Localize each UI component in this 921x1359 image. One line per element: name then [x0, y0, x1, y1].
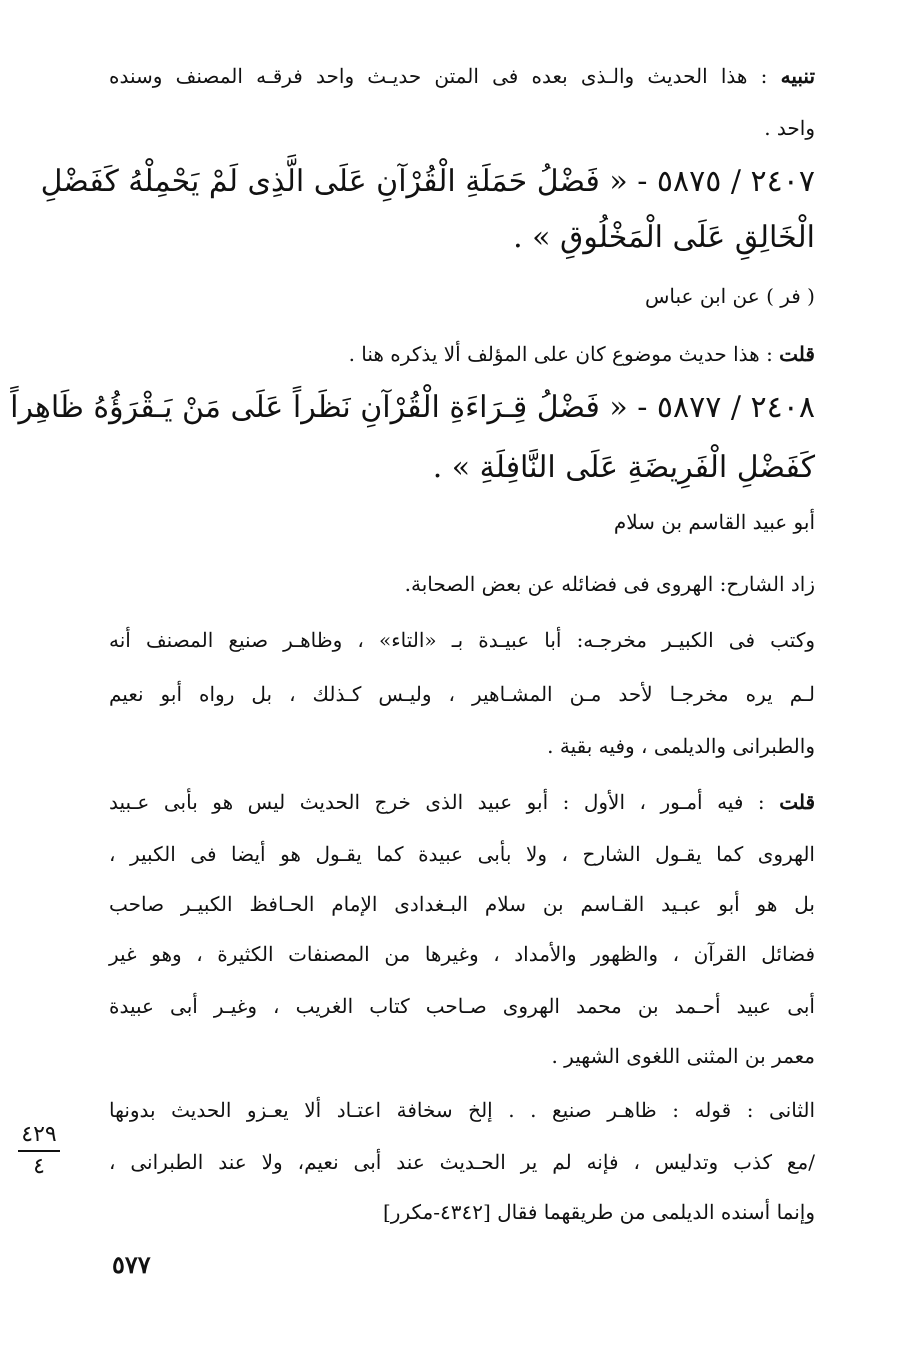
hadith-text: ٢٤٠٨ / ٥٨٧٧ - « فَضْلُ قِـرَاءَةِ الْقُرْآنِ نَظَراً عَلَى مَنْ يَـقْرَؤُهُ ظَاهِراً — [10, 390, 815, 425]
body-text: بل هو أبو عبـيد القـاسم بن سلام البـغدادى الإمام الحـافظ الكبيـر صاحب — [109, 892, 815, 916]
body-line — [109, 1198, 815, 1228]
body-line — [109, 840, 815, 870]
body-text: أبى عبيد أحـمد بن محمد الهروى صـاحب كتاب الغريب ، وغيـر أبى عبيدة — [109, 994, 815, 1018]
body-text: فضائل القرآن ، والظهور والأمداد ، وغيرها من المصنفات الكثيرة ، وهو غير — [109, 942, 815, 966]
citation-text: ( فر ) عن ابن عباس — [645, 284, 815, 308]
body-line — [109, 680, 815, 710]
body-text: زاد الشارح: الهروى فى فضائله عن بعض الصحابة. — [404, 572, 815, 596]
hadith-text: ٢٤٠٧ / ٥٨٧٥ - « فَضْلُ حَمَلَةِ الْقُرْآنِ عَلَى الَّذِى لَمْ يَحْمِلْهُ كَفَضْلِ — [40, 164, 815, 199]
page-number: ٥٧٧ — [112, 1250, 151, 1279]
comment-text: : هذا حديث موضوع كان على المؤلف ألا يذكره هنا . — [348, 342, 773, 366]
body-line — [109, 570, 815, 600]
note-line-2 — [109, 114, 815, 144]
body-text: وإنما أسنده الديلمى من طريقهما فقال [٤٣٤٢-مكرر] — [382, 1200, 815, 1224]
body-line — [109, 992, 815, 1022]
hadith-text: الْخَالِقِ عَلَى الْمَخْلُوقِ » . — [513, 220, 815, 255]
body-text: /مع كذب وتدليس ، فإنه لم ير الحـديث عند أبى نعيم، ولا عند الطبرانى ، — [109, 1150, 815, 1174]
body-line — [109, 626, 815, 656]
note-text: : هذا الحديث والـذى بعده فى المتن حديـث واحد فرقـه المصنف وسنده — [109, 64, 768, 88]
comment-text: : فيه أمـور ، الأول : أبو عبيد الذى خرج الحديث ليس هو بأبى عـبيد — [109, 790, 765, 814]
body-line — [109, 732, 815, 762]
body-text: وكتب فى الكبيـر مخرجـه: أبا عبيـدة بـ «التاء» ، وظاهـر صنيع المصنف أنه — [109, 628, 815, 652]
hadith-2408-line-2 — [109, 448, 815, 492]
hadith-2408-line-1 — [10, 388, 815, 432]
margin-reference-bottom: ٤ — [33, 1154, 45, 1179]
margin-reference-top: ٤٢٩ — [21, 1122, 57, 1147]
source-citation — [109, 508, 815, 538]
hadith-2407-line-2 — [109, 218, 815, 262]
margin-reference — [18, 1122, 60, 1180]
comment-label: قلت — [779, 342, 815, 366]
body-line — [109, 1096, 815, 1126]
body-line — [109, 940, 815, 970]
note-line-1 — [109, 62, 815, 92]
body-text: لـم يره مخرجـا لأحد مـن المشـاهير ، وليـس كـذلك ، بل رواه أبو نعيم — [109, 682, 815, 706]
body-text: الهروى كما يقـول الشارح ، ولا بأبى عبيدة كما يقـول هو أيضا فى الكبير ، — [109, 842, 815, 866]
note-text: واحد . — [764, 116, 815, 140]
hadith-2407-line-1 — [40, 162, 815, 206]
body-text: معمر بن المثنى اللغوى الشهير . — [551, 1044, 815, 1068]
body-text: والطبرانى والديلمى ، وفيه بقية . — [547, 734, 815, 758]
body-line — [109, 1148, 815, 1178]
comment-label: قلت — [779, 790, 816, 814]
comment-line — [109, 340, 815, 370]
note-label: تنبيه — [780, 64, 816, 88]
source-citation — [109, 282, 815, 312]
margin-divider — [18, 1150, 60, 1152]
body-line — [109, 890, 815, 920]
body-line — [109, 1042, 815, 1072]
hadith-text: كَفَضْلِ الْفَرِيضَةِ عَلَى النَّافِلَةِ » . — [432, 450, 815, 485]
body-text: الثانى : قوله : ظاهـر صنيع . . إلخ سخافة اعتـاد ألا يعـزو الحديث بدونها — [109, 1098, 816, 1122]
comment-line — [109, 788, 815, 818]
citation-text: أبو عبيد القاسم بن سلام — [613, 510, 815, 534]
